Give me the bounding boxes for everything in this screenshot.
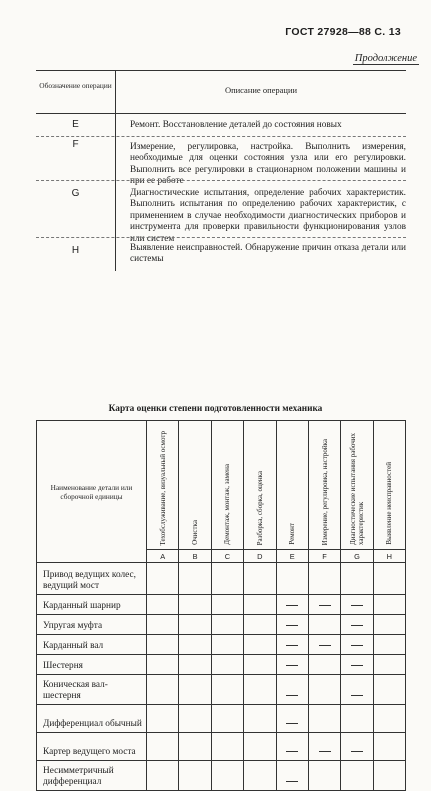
- part-name: Привод ведущих колес, ведущий мост: [37, 563, 147, 595]
- mark-cell: [147, 635, 179, 655]
- mark-cell: [244, 655, 276, 675]
- mark-cell: [308, 705, 340, 733]
- mark-cell: [341, 635, 373, 655]
- part-name: Коническая вал-шестерня: [37, 675, 147, 705]
- mark-cell: [211, 635, 243, 655]
- dash-mark: [351, 605, 363, 606]
- mark-cell: [276, 761, 308, 791]
- mark-cell: [179, 761, 211, 791]
- table-row: [37, 595, 406, 615]
- mark-cell: [147, 563, 179, 595]
- col-header-c: Демонтаж, монтаж, замена: [211, 421, 243, 550]
- table-row: [37, 635, 406, 655]
- mark-cell: [179, 595, 211, 615]
- mark-cell: [244, 705, 276, 733]
- dash-mark: [286, 751, 298, 752]
- mark-cell: [341, 615, 373, 635]
- row-divider: [36, 136, 406, 137]
- table-row: [37, 655, 406, 675]
- dash-mark: [286, 695, 298, 696]
- mark-cell: [308, 635, 340, 655]
- column-letter: E: [276, 550, 308, 563]
- mark-cell: [373, 615, 405, 635]
- mark-cell: [276, 733, 308, 761]
- mark-cell: [147, 675, 179, 705]
- part-name: Карданный вал: [37, 635, 147, 655]
- part-name-header: Наименование детали или сборочной единицы: [37, 421, 147, 563]
- dash-mark: [286, 625, 298, 626]
- mark-cell: [341, 705, 373, 733]
- mark-cell: [244, 615, 276, 635]
- mark-cell: [308, 563, 340, 595]
- mark-cell: [276, 563, 308, 595]
- mark-cell: [211, 615, 243, 635]
- mark-cell: [244, 761, 276, 791]
- mark-cell: [373, 705, 405, 733]
- dash-mark: [286, 723, 298, 724]
- row-divider: [36, 180, 406, 181]
- operation-row: [36, 136, 406, 187]
- mark-cell: [341, 733, 373, 761]
- column-letter: H: [373, 550, 405, 563]
- mark-cell: [276, 675, 308, 705]
- operations-table-header: [36, 70, 406, 114]
- part-name: Картер ведущего моста: [37, 733, 147, 761]
- mark-cell: [373, 635, 405, 655]
- column-letter: G: [341, 550, 373, 563]
- mark-cell: [308, 675, 340, 705]
- col-header-b: Очистка: [179, 421, 211, 550]
- mark-cell: [147, 761, 179, 791]
- part-name: Дифференциал обычный: [37, 705, 147, 733]
- continuation-label: Продолжение: [354, 53, 417, 64]
- mark-cell: [244, 675, 276, 705]
- dash-mark: [351, 695, 363, 696]
- column-letter: D: [244, 550, 276, 563]
- mark-cell: [244, 733, 276, 761]
- mark-cell: [244, 563, 276, 595]
- mark-cell: [211, 761, 243, 791]
- dash-mark: [286, 605, 298, 606]
- mark-cell: [341, 655, 373, 675]
- table-row: [37, 615, 406, 635]
- mark-cell: [244, 635, 276, 655]
- mark-cell: [147, 705, 179, 733]
- mark-cell: [179, 733, 211, 761]
- mark-cell: [308, 655, 340, 675]
- part-name: Шестерня: [37, 655, 147, 675]
- mark-cell: [211, 733, 243, 761]
- column-letter: C: [211, 550, 243, 563]
- mark-cell: [147, 733, 179, 761]
- mark-cell: [308, 615, 340, 635]
- operation-code-header: Обозначение операции: [36, 71, 116, 113]
- mark-cell: [341, 761, 373, 791]
- dash-mark: [286, 781, 298, 782]
- operation-code: H: [36, 237, 116, 271]
- operation-description: Измерение, регулировка, настройка. Выполнить измерения, необходимые для оценки состояния узла или его регулировки. Выполнить все регулировки в стационарном положении машины и при ее работе: [130, 142, 406, 187]
- dash-mark: [351, 625, 363, 626]
- mark-cell: [276, 655, 308, 675]
- dash-mark: [351, 665, 363, 666]
- part-name: Карданный шарнир: [37, 595, 147, 615]
- column-letter: B: [179, 550, 211, 563]
- mark-cell: [373, 733, 405, 761]
- mark-cell: [179, 705, 211, 733]
- col-header-g: Диагностические испытания рабочих характеристик: [341, 421, 373, 550]
- table-row: [37, 705, 406, 733]
- column-letter: F: [308, 550, 340, 563]
- mark-cell: [308, 733, 340, 761]
- part-name: Несимметричный дифференциал: [37, 761, 147, 791]
- mark-cell: [211, 675, 243, 705]
- operation-description: Диагностические испытания, определение рабочих характеристик. Выполнить испытания по определению рабочих характеристик, с применением в случае необходимости диагностических приборов и инструмента для проверки правильности функционирования узлов или систем: [130, 188, 406, 244]
- mark-cell: [211, 705, 243, 733]
- table-row: [37, 675, 406, 705]
- operation-code: G: [36, 180, 116, 237]
- mark-cell: [373, 655, 405, 675]
- mark-cell: [341, 675, 373, 705]
- mark-cell: [341, 595, 373, 615]
- part-name: Упругая муфта: [37, 615, 147, 635]
- operation-description-header: Описание операции: [224, 85, 298, 95]
- col-header-d: Разборка, сборка, оценка: [244, 421, 276, 550]
- mark-cell: [373, 675, 405, 705]
- readiness-table-header: [37, 421, 406, 550]
- operation-row: [36, 180, 406, 244]
- mark-cell: [179, 563, 211, 595]
- mark-cell: [211, 595, 243, 615]
- operation-description: Выявление неисправностей. Обнаружение причин отказа детали или системы: [130, 243, 406, 265]
- dash-mark: [286, 665, 298, 666]
- mark-cell: [276, 595, 308, 615]
- mark-cell: [276, 615, 308, 635]
- mark-cell: [211, 655, 243, 675]
- table-row: [37, 563, 406, 595]
- mark-cell: [147, 615, 179, 635]
- operation-row: [36, 237, 406, 271]
- mark-cell: [211, 563, 243, 595]
- mark-cell: [147, 595, 179, 615]
- mark-cell: [373, 563, 405, 595]
- table-row: [37, 733, 406, 761]
- operation-code: E: [36, 114, 116, 136]
- col-header-a: Техобслуживание, визуальный осмотр: [147, 421, 179, 550]
- mark-cell: [276, 705, 308, 733]
- operation-code: F: [36, 136, 116, 180]
- mark-cell: [308, 595, 340, 615]
- mark-cell: [179, 655, 211, 675]
- readiness-table: [36, 420, 406, 791]
- col-header-f: Измерение, регулировка, настройка: [308, 421, 340, 550]
- mark-cell: [244, 595, 276, 615]
- readiness-table-title: Карта оценки степени подготовленности механика: [108, 404, 323, 414]
- table-row: [37, 761, 406, 791]
- col-header-h: Выявление неисправностей: [373, 421, 405, 550]
- mark-cell: [276, 635, 308, 655]
- mark-cell: [147, 655, 179, 675]
- mark-cell: [373, 761, 405, 791]
- dash-mark: [319, 751, 331, 752]
- dash-mark: [351, 751, 363, 752]
- dash-mark: [319, 605, 331, 606]
- mark-cell: [179, 675, 211, 705]
- row-divider: [36, 237, 406, 238]
- column-letter: A: [147, 550, 179, 563]
- operation-row: [36, 114, 406, 136]
- col-header-e: Ремонт: [276, 421, 308, 550]
- operations-table: [36, 70, 406, 271]
- mark-cell: [179, 615, 211, 635]
- mark-cell: [373, 595, 405, 615]
- operation-description: Ремонт. Восстановление деталей до состояния новых: [130, 120, 342, 130]
- document-code: ГОСТ 27928—88 С. 13: [285, 26, 401, 38]
- mark-cell: [308, 761, 340, 791]
- mark-cell: [179, 635, 211, 655]
- mark-cell: [341, 563, 373, 595]
